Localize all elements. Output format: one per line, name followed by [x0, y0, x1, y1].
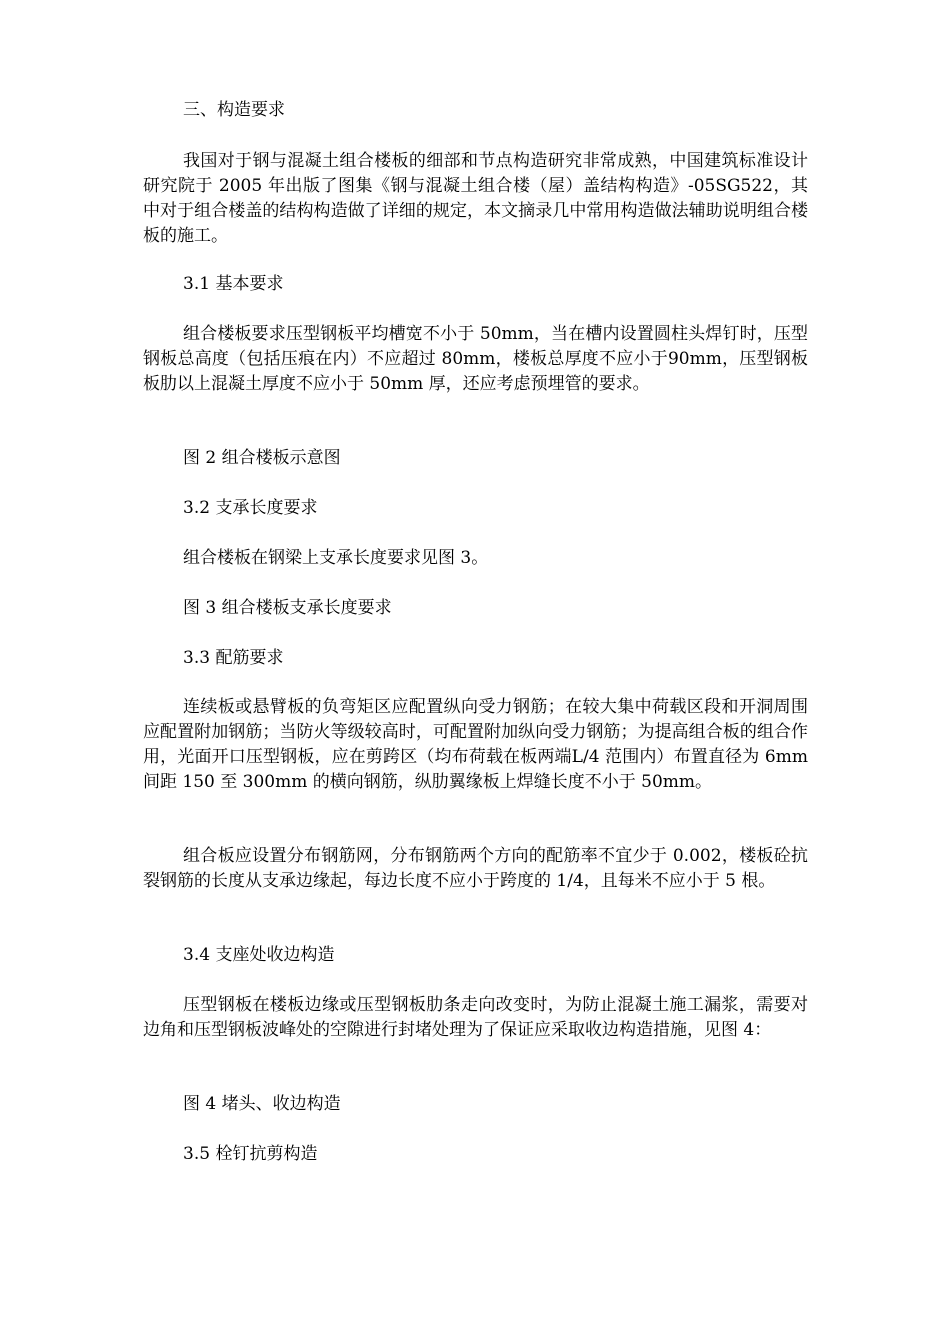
section-3-3-paragraph-1: 连续板或悬臂板的负弯矩区应配置纵向受力钢筋；在较大集中荷载区段和开洞周围应配置附加钢筋；当防火等级较高时，可配置附加纵向受力钢筋；为提高组合板的组合作用，光面开口压型钢板，应在剪跨区（均布荷载在板两端L/4 范围内）布置直径为 6mm 间距 150 至 300mm 的横向钢筋，纵肋翼缘板上焊缝长度不小于 50mm。: [143, 697, 808, 792]
section-3-4-heading: 3.4 支座处收边构造: [183, 945, 335, 965]
section-3-2-heading: 3.2 支承长度要求: [183, 498, 318, 518]
section-3-3-paragraph-2: 组合板应设置分布钢筋网，分布钢筋两个方向的配筋率不宜少于 0.002，楼板砼抗裂钢筋的长度从支承边缘起，每边长度不应小于跨度的 1/4，且每米不应小于 5 根。: [143, 846, 808, 891]
section-title: 三、构造要求: [183, 100, 285, 120]
figure-4-caption: 图 4 堵头、收边构造: [183, 1094, 341, 1114]
section-3-5-heading: 3.5 栓钉抗剪构造: [183, 1144, 318, 1164]
intro-paragraph: 我国对于钢与混凝土组合楼板的细部和节点构造研究非常成熟，中国建筑标准设计研究院于 2005 年出版了图集《钢与混凝土组合楼（屋）盖结构构造》-05SG522，其中对于组合楼盖的结构构造做了详细的规定，本文摘录几中常用构造做法辅助说明组合楼板的施工。: [143, 151, 808, 246]
section-3-1-paragraph: 组合楼板要求压型钢板平均槽宽不小于 50mm，当在槽内设置圆柱头焊钉时，压型钢板总高度（包括压痕在内）不应超过 80mm，楼板总厚度不应小于90mm，压型钢板板肋以上混凝土厚度不应小于 50mm 厚，还应考虑预埋管的要求。: [143, 324, 808, 394]
figure-2-caption: 图 2 组合楼板示意图: [183, 448, 341, 468]
section-3-3-heading: 3.3 配筋要求: [183, 648, 284, 668]
figure-3-caption: 图 3 组合楼板支承长度要求: [183, 598, 392, 618]
section-3-2-paragraph: 组合楼板在钢梁上支承长度要求见图 3。: [183, 548, 489, 568]
section-3-1-heading: 3.1 基本要求: [183, 274, 284, 294]
section-3-4-paragraph: 压型钢板在楼板边缘或压型钢板肋条走向改变时，为防止混凝土施工漏浆，需要对边角和压型钢板波峰处的空隙进行封堵处理为了保证应采取收边构造措施，见图 4：: [143, 995, 808, 1040]
